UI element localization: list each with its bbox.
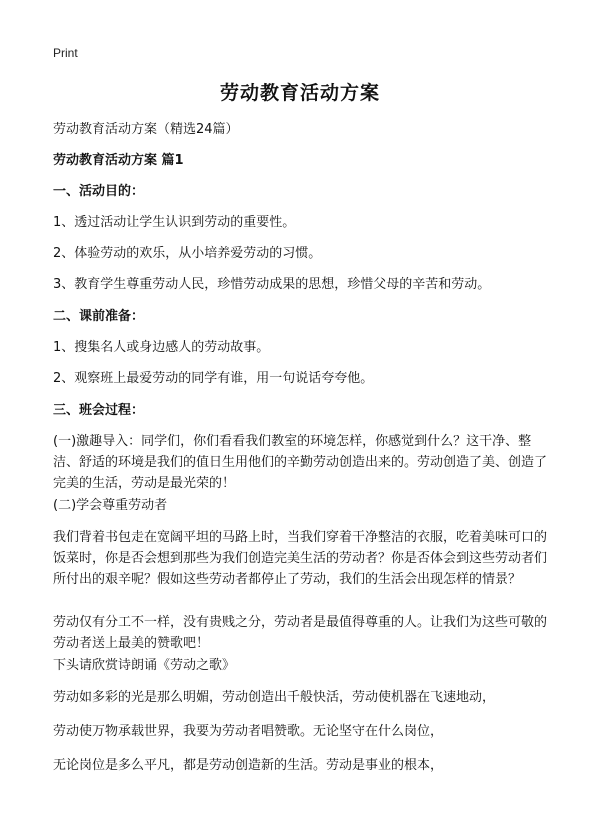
paragraph-workers: 我们背着书包走在宽阔平坦的马路上时，当我们穿着干净整洁的衣服，吃着美味可口的饭菜时，你是否会想到那些为我们创造完美生活的劳动者？你是否体会到这些劳动者们所付出的艰辛呢？假如这些劳动者都停止了劳动，我们的生活会出现怎样的情景？ bbox=[53, 530, 548, 587]
heading-activity-goals: 一、活动目的： bbox=[53, 184, 145, 199]
heading-preparation: 二、课前准备： bbox=[53, 309, 145, 324]
paragraph-equality: 劳动仅有分工不一样，没有贵贱之分，劳动者是最值得尊重的人。让我们为这些可敬的劳动者送上最美的赞歌吧！ bbox=[53, 615, 548, 651]
goal-item: 2、体验劳动的欢乐，从小培养爱劳动的习惯。 bbox=[53, 246, 322, 261]
section-title: 劳动教育活动方案 篇1 bbox=[53, 153, 184, 168]
poem-line: 劳动如多彩的光是那么明媚，劳动创造出千般快活，劳动使机器在飞速地动， bbox=[53, 690, 496, 705]
print-label: Print bbox=[53, 46, 78, 60]
poem-intro: 下头请欣赏诗朗诵《劳动之歌》 bbox=[53, 658, 236, 673]
document-title: 劳动教育活动方案 bbox=[219, 82, 380, 104]
goal-item: 1、透过活动让学生认识到劳动的重要性。 bbox=[53, 215, 296, 230]
sub-heading-respect: (二)学会尊重劳动者 bbox=[53, 498, 168, 513]
poem-line: 劳动使万物承载世界，我要为劳动者唱赞歌。无论坚守在什么岗位， bbox=[53, 724, 444, 739]
poem-line: 无论岗位是多么平凡，都是劳动创造新的生活。劳动是事业的根本， bbox=[53, 758, 444, 773]
document-subtitle: 劳动教育活动方案（精选24篇） bbox=[53, 122, 239, 137]
heading-process: 三、班会过程： bbox=[53, 403, 145, 418]
prep-item: 2、观察班上最爱劳动的同学有谁，用一句说话夸夸他。 bbox=[53, 371, 374, 386]
intro-paragraph: (一)激趣导入：同学们，你们看看我们教室的环境怎样，你感觉到什么？这干净、整洁、舒适的环境是我们的值日生用他们的辛勤劳动创造出来的。劳动创造了美、创造了完美的生活，劳动是最光荣的！ bbox=[53, 434, 548, 491]
prep-item: 1、搜集名人或身边感人的劳动故事。 bbox=[53, 340, 270, 355]
goal-item: 3、教育学生尊重劳动人民，珍惜劳动成果的思想，珍惜父母的辛苦和劳动。 bbox=[53, 277, 491, 292]
